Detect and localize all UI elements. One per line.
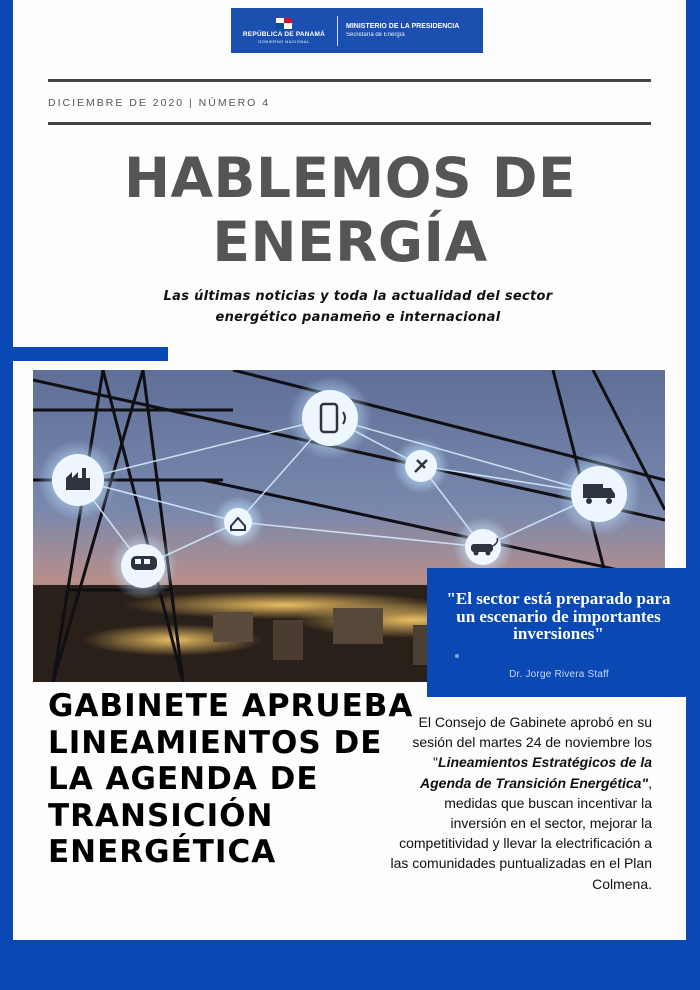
article-body: [388, 712, 652, 894]
logo-country: REPÚBLICA DE PANAMÁ: [242, 30, 326, 38]
article-body-rest: , medidas que buscan incentivar la inversión en el sector, mejorar la competitividad y llevar la electrificación a las comunidades puntualizadas en el Plan Colmena.: [390, 774, 652, 892]
logo-government: GOBIERNO NACIONAL: [258, 38, 310, 44]
logo-secretary: Secretaría de Energía: [346, 32, 405, 38]
logo-panama: [231, 18, 337, 44]
accent-bar: [13, 347, 168, 361]
quote-author: Dr. Jorge Rivera Staff: [509, 669, 609, 680]
article-headline: GABINETE APRUEBA LINEAMIENTOS DE LA AGENDA DE TRANSICIÓN ENERGÉTICA: [48, 688, 414, 870]
masthead-line-1: HABLEMOS DE: [123, 146, 577, 210]
quote-box: [427, 568, 686, 697]
logo-ministry: MINISTERIO DE LA PRESIDENCIA: [346, 23, 460, 30]
article-body-intro: El Consejo de Gabinete aprobó en su sesión del martes 24 de noviembre los ": [412, 714, 652, 771]
tagline: [0, 286, 700, 328]
masthead-title: [0, 146, 700, 274]
quote-bullet: [455, 654, 459, 658]
government-logo: [231, 8, 483, 53]
issue-rule: [48, 122, 651, 125]
top-rule: [48, 79, 651, 82]
train-icon: [131, 556, 157, 570]
logo-divider: [337, 16, 338, 46]
panama-flag-icon: [276, 18, 292, 29]
pull-quote: "El sector está preparado para un escenario de importantes inversiones": [446, 589, 671, 643]
tagline-line-2: energético panameño e internacional: [215, 310, 501, 325]
tagline-line-1: Las últimas noticias y toda la actualidad del sector: [163, 289, 553, 304]
issue-date: DICIEMBRE DE 2020 | NÚMERO 4: [48, 97, 271, 109]
logo-ministry-block: [338, 23, 459, 38]
masthead-line-2: ENERGÍA: [212, 210, 488, 274]
article-body-emphasis: Lineamientos Estratégicos de la Agenda de Transición Energética": [420, 754, 652, 791]
